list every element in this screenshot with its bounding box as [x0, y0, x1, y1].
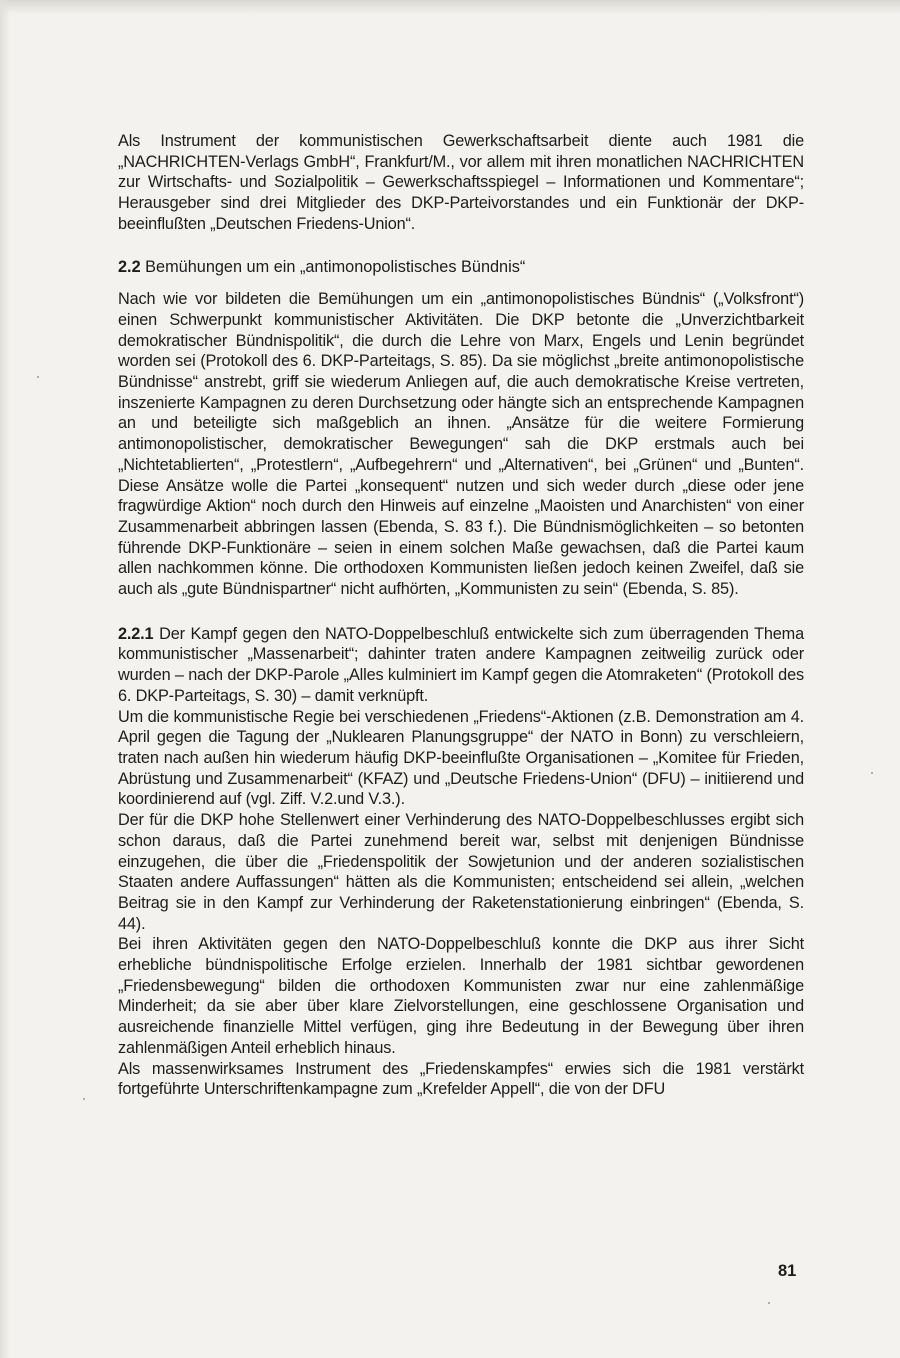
page-number: 81 — [778, 1262, 797, 1280]
scan-left-shadow — [0, 0, 10, 1358]
section-gap — [118, 600, 804, 624]
section-number-2-2-1: 2.2.1 — [118, 624, 154, 643]
section-2-2-1-paragraph-2: Um die kommunistische Regie bei verschiedenen „Friedens“-Aktionen (z.B. Demonstration am 4. April gegen die Tagung der „Nuklearen Planungsgruppe“ der NATO in Bonn) zu verschleiern, traten nach außen hin wiederum häufig DKP-beeinflußte Organisationen – „Komitee für Frieden, Abrüstung und Zusammenarbeit“ (KFAZ) und „Deutsche Friedens-Union“ (DFU) – initiierend und koordinierend auf (vgl. Ziff. V.2.und V.3.). — [118, 707, 804, 809]
intro-paragraph: Als Instrument der kommunistischen Gewerkschaftsarbeit diente auch 1981 die „NACHRICHTEN-Verlags GmbH“, Frankfurt/M., vor allem mit ihren monatlichen NACHRICHTEN zur Wirtschafts- und Sozialpolitik – Gewerkschaftsspiegel – Informationen und Kommentare“; Herausgeber sind drei Mitglieder des DKP-Parteivorstandes und ein Funktionär der DKP-beeinflußten „Deutschen Friedens-Union“. — [118, 132, 804, 233]
scan-speck — [37, 376, 39, 378]
section-2-2-1-paragraph-5: Als massenwirksames Instrument des „Friedenskampfes“ erwies sich die 1981 verstärkt fortgeführte Unterschriftenkampagne zum „Krefelder Appell“, die von der DFU — [118, 1059, 804, 1099]
scan-speck — [83, 1098, 85, 1100]
section-2-2-1-paragraph-4: Bei ihren Aktivitäten gegen den NATO-Doppelbeschluß konnte die DKP aus ihrer Sicht erhebliche bündnispolitische Erfolge erzielen. Innerhalb der 1981 sichtbar gewordenen „Friedensbewegung“ bilden die orthodoxen Kommunisten zwar nur eine zahlenmäßige Minderheit; da sie aber über klare Zielvorstellungen, eine geschlossene Organisation und ausreichende finanzielle Mittel verfügen, ging ihre Bedeutung in der Bewegung über ihren zahlenmäßigen Anteil erheblich hinaus. — [118, 935, 804, 1057]
section-2-2-1-paragraph-1 — [118, 624, 804, 707]
section-title: Bemühungen um ein „antimonopolistisches Bündnis“ — [145, 257, 526, 276]
scan-speck — [768, 1302, 770, 1304]
scan-top-shadow — [0, 0, 900, 14]
paragraph-text: Der Kampf gegen den NATO-Doppelbeschluß entwickelte sich zum überragenden Thema kommunistischer „Massenarbeit“; dahinter traten andere Kampagnen zeitweilig zurück oder wurden – nach der DKP-Parole „Alles kulminiert im Kampf gegen die Atomraketen“ (Protokoll des 6. DKP-Parteitags, S. 30) – damit verknüpft. — [118, 624, 804, 705]
section-number: 2.2 — [118, 257, 141, 276]
section-2-2-paragraph: Nach wie vor bildeten die Bemühungen um ein „antimonopolistisches Bündnis“ („Volksfront“) einen Schwerpunkt kommunistischer Aktivitäten. Die DKP betonte die „Unverzichtbarkeit demokratischer Bündnispolitik“, die durch die Lehre von Marx, Engels und Lenin begründet worden sei (Protokoll des 6. DKP-Parteitags, S. 85). Da sie möglichst „breite antimonopolistische Bündnisse“ anstrebt, griff sie wiederum Anliegen auf, die auch demokratische Kreise vertreten, inszenierte Kampagnen zu deren Durchsetzung oder hängte sich an entsprechende Kampagnen an und beteiligte sich maßgeblich an ihnen. „Ansätze für die weitere Formierung antimonopolistischer, demokratischer Bewegungen“ sah die DKP erstmals auch bei „Nichtetablierten“, „Protestlern“, „Aufbegehrern“ und „Alternativen“, bei „Grünen“ und „Bunten“. Diese Ansätze wolle die Partei „konsequent“ nutzen und sich weder durch „diese oder jene fragwürdige Aktion“ noch durch den Hinweis auf einzelne „Maoisten und Anarchisten“ von einer Zusammenarbeit abbringen lassen (Ebenda, S. 83 f.). Die Bündnismöglichkeiten – so betonten führende DKP-Funktionäre – seien in einem solchen Maße gewachsen, daß die Partei kaum allen nachkommen könne. Die orthodoxen Kommunisten ließen jedoch keinen Zweifel, daß sie auch als „gute Bündnispartner“ nicht aufhörten, „Kommunisten zu sein“ (Ebenda, S. 85). — [118, 290, 804, 599]
document-page — [118, 131, 804, 1100]
scan-speck — [871, 772, 873, 774]
section-2-2-1-paragraph-3: Der für die DKP hohe Stellenwert einer Verhinderung des NATO-Doppelbeschlusses ergibt sich schon daraus, daß die Partei zunehmend bereit war, selbst mit denjenigen Bündnisse einzugehen, die über die „Friedenspolitik der Sowjetunion und der anderen sozialistischen Staaten andere Auffassungen“ hätten als die Kommunisten; entscheidend sei allein, „welchen Beitrag sie in den Kampf zur Verhinderung der Raketenstationierung einbringen“ (Ebenda, S. 44). — [118, 811, 804, 933]
section-heading-2-2 — [118, 257, 804, 278]
